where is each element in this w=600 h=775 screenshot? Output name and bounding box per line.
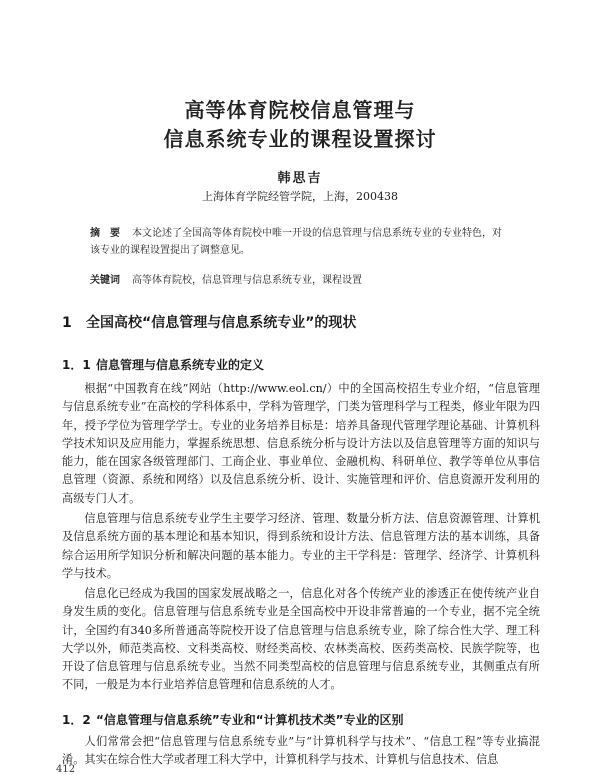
section-title: 全国高校“信息管理与信息系统专业”的现状 bbox=[86, 315, 357, 331]
paragraph-3: 信息化已经成为我国的国家发展战略之一，信息化对各个传统产业的渗透正在使传统产业自身发生质的变化。信息管理与信息系统专业是全国高校中开设非常普遍的一个专业，据不完全统计，全国约有340多所普通高等院校开设了信息管理与信息系统专业，除了综合性大学、理工科大学以外，师范类高校、文科类高校、财经类高校、农林类高校、医药类高校、民族学院等，也开设了信息管理与信息系统专业。当然不同类型高校的信息管理与信息系统专业，其侧重点有所不同，一般是为本行业培养信息管理和信息系统的人才。 bbox=[62, 587, 540, 692]
abstract-text: 本文论述了全国高等体育院校中唯一开设的信息管理与信息系统专业的专业特色，对该专业的课程设置提出了调整意见。 bbox=[90, 228, 502, 256]
paragraph-1: 根据“中国教育在线”网站（http://www.eol.cn/）中的全国高校招生专业介绍，“信息管理与信息系统专业”在高校的学科体系中，学科为管理学，门类为管理科学与工程类，修业年限为四年，授予学位为管理学学士。专业的业务培养目标是：培养具备现代管理学理论基础、计算机科学技术知识及应用能力，掌握系统思想、信息系统分析与设计方法以及信息管理等方面的知识与能力，能在国家各级管理部门、工商企业、事业单位、金融机构、科研单位、教学等单位从事信息管理（资源、系统和网络）以及信息系统分析、设计、实施管理和评价、信息资源开发利用的高级专门人才。 bbox=[62, 382, 540, 505]
page-number: 412 bbox=[56, 764, 76, 775]
title-line-1: 高等体育院校信息管理与 bbox=[184, 98, 416, 122]
author-affiliation: 上海体育学院经管学院，上海，200438 bbox=[202, 190, 398, 203]
keywords-text: 高等体育院校，信息管理与信息系统专业，课程设置 bbox=[132, 275, 362, 286]
subsection-title: “信息管理与信息系统”专业和“计算机技术类”专业的区别 bbox=[96, 713, 404, 727]
abstract-label: 摘 要 bbox=[90, 228, 120, 239]
subsection-heading-1-1 bbox=[62, 356, 264, 373]
title-line-2: 信息系统专业的课程设置探讨 bbox=[163, 127, 437, 151]
section-number: 1 bbox=[62, 315, 72, 331]
section-heading-1 bbox=[62, 312, 356, 332]
abstract bbox=[90, 225, 510, 259]
subsection-number: 1．1 bbox=[62, 358, 91, 372]
subsection-heading-1-2 bbox=[62, 711, 404, 728]
keywords-label: 关键词 bbox=[90, 275, 120, 286]
subsection-number: 1．2 bbox=[62, 713, 91, 727]
keywords bbox=[90, 272, 510, 289]
subsection-title: 信息管理与信息系统专业的定义 bbox=[96, 358, 265, 372]
paragraph-4: 人们常常会把“信息管理与信息系统专业”与“计算机科学与技术”、“信息工程”等专业搞混淆。其实在综合性大学或者理工科大学中，计算机科学与技术、计算机与信息技术、信息 bbox=[62, 735, 540, 767]
paragraph-2: 信息管理与信息系统专业学生主要学习经济、管理、数量分析方法、信息资源管理、计算机及信息系统方面的基本理论和基本知识，得到系统和设计方法、信息管理方法的基本训练，具备综合运用所学知识分析和解决问题的基本能力。专业的主干学科是：管理学、经济学、计算机科学与技术。 bbox=[62, 512, 540, 580]
author-name: 韩思吉 bbox=[277, 171, 323, 186]
